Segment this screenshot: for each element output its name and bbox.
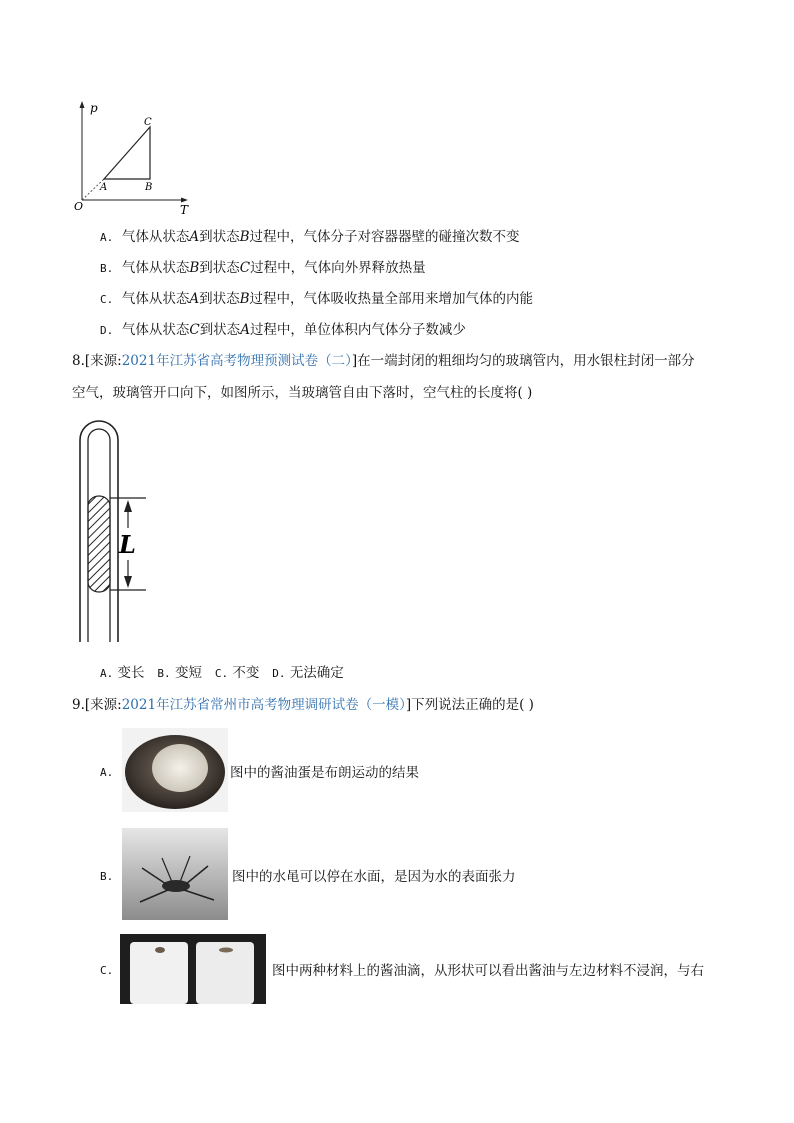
- q9-option-c-letter: C.: [100, 964, 114, 977]
- q7-option-b: B. 气体从状态B到状态C过程中，气体向外界释放热量: [100, 260, 426, 276]
- t-label: T: [180, 203, 189, 217]
- length-label: L: [119, 530, 136, 559]
- q9-option-c-text: 图中两种材料上的酱油滴，从形状可以看出酱油与左边材料不浸润，与右: [272, 963, 704, 979]
- soy-sauce-egg-image: [122, 728, 228, 812]
- point-c-label: C: [144, 117, 152, 128]
- point-a-label: A: [100, 182, 108, 193]
- p-label: p: [90, 101, 98, 115]
- q9-source-link[interactable]: 2021年江苏省常州市高考物理调研试卷（一模）: [121, 697, 406, 713]
- q9-option-b-letter: B.: [100, 870, 114, 883]
- water-strider-image: [122, 828, 228, 920]
- q8-source-link[interactable]: 2021年江苏省高考物理预测试卷（二）: [121, 353, 352, 369]
- triangle-abc: [104, 127, 150, 179]
- q7-option-a: A. 气体从状态A到状态B过程中，气体分子对容器器壁的碰撞次数不变: [100, 229, 520, 245]
- origin-label: O: [74, 200, 84, 213]
- y-axis-arrow: [80, 101, 85, 108]
- x-axis-arrow: [181, 198, 188, 203]
- point-b-label: B: [145, 182, 153, 193]
- q9-option-a-letter: A.: [100, 766, 114, 779]
- q8-options: A. 变长 B. 变短 C. 不变 D. 无法确定: [100, 665, 344, 681]
- arrow-up-icon: [124, 500, 132, 512]
- material-blocks-image: [120, 934, 266, 1004]
- q8-stem-line2: 空气，玻璃管开口向下，如图所示，当玻璃管自由下落时，空气柱的长度将( ): [72, 385, 533, 401]
- p-t-graph: [70, 100, 200, 220]
- glass-tube-figure: [70, 420, 170, 648]
- q7-option-c: C. 气体从状态A到状态B过程中，气体吸收热量全部用来增加气体的内能: [100, 291, 534, 307]
- q9-option-a-text: 图中的酱油蛋是布朗运动的结果: [230, 765, 419, 781]
- q7-option-d: D. 气体从状态C到状态A过程中，单位体积内气体分子数减少: [100, 322, 466, 338]
- q9-stem: 9.[来源:2021年江苏省常州市高考物理调研试卷（一模）]下列说法正确的是( ): [72, 697, 534, 713]
- q8-stem-line1: 8.[来源:2021年江苏省高考物理预测试卷（二）]在一端封闭的粗细均匀的玻璃管内，用水银柱封闭一部分: [72, 353, 695, 369]
- q9-option-b-text: 图中的水黾可以停在水面，是因为水的表面张力: [232, 869, 516, 885]
- arrow-down-icon: [124, 576, 132, 588]
- mercury-column: [88, 496, 110, 592]
